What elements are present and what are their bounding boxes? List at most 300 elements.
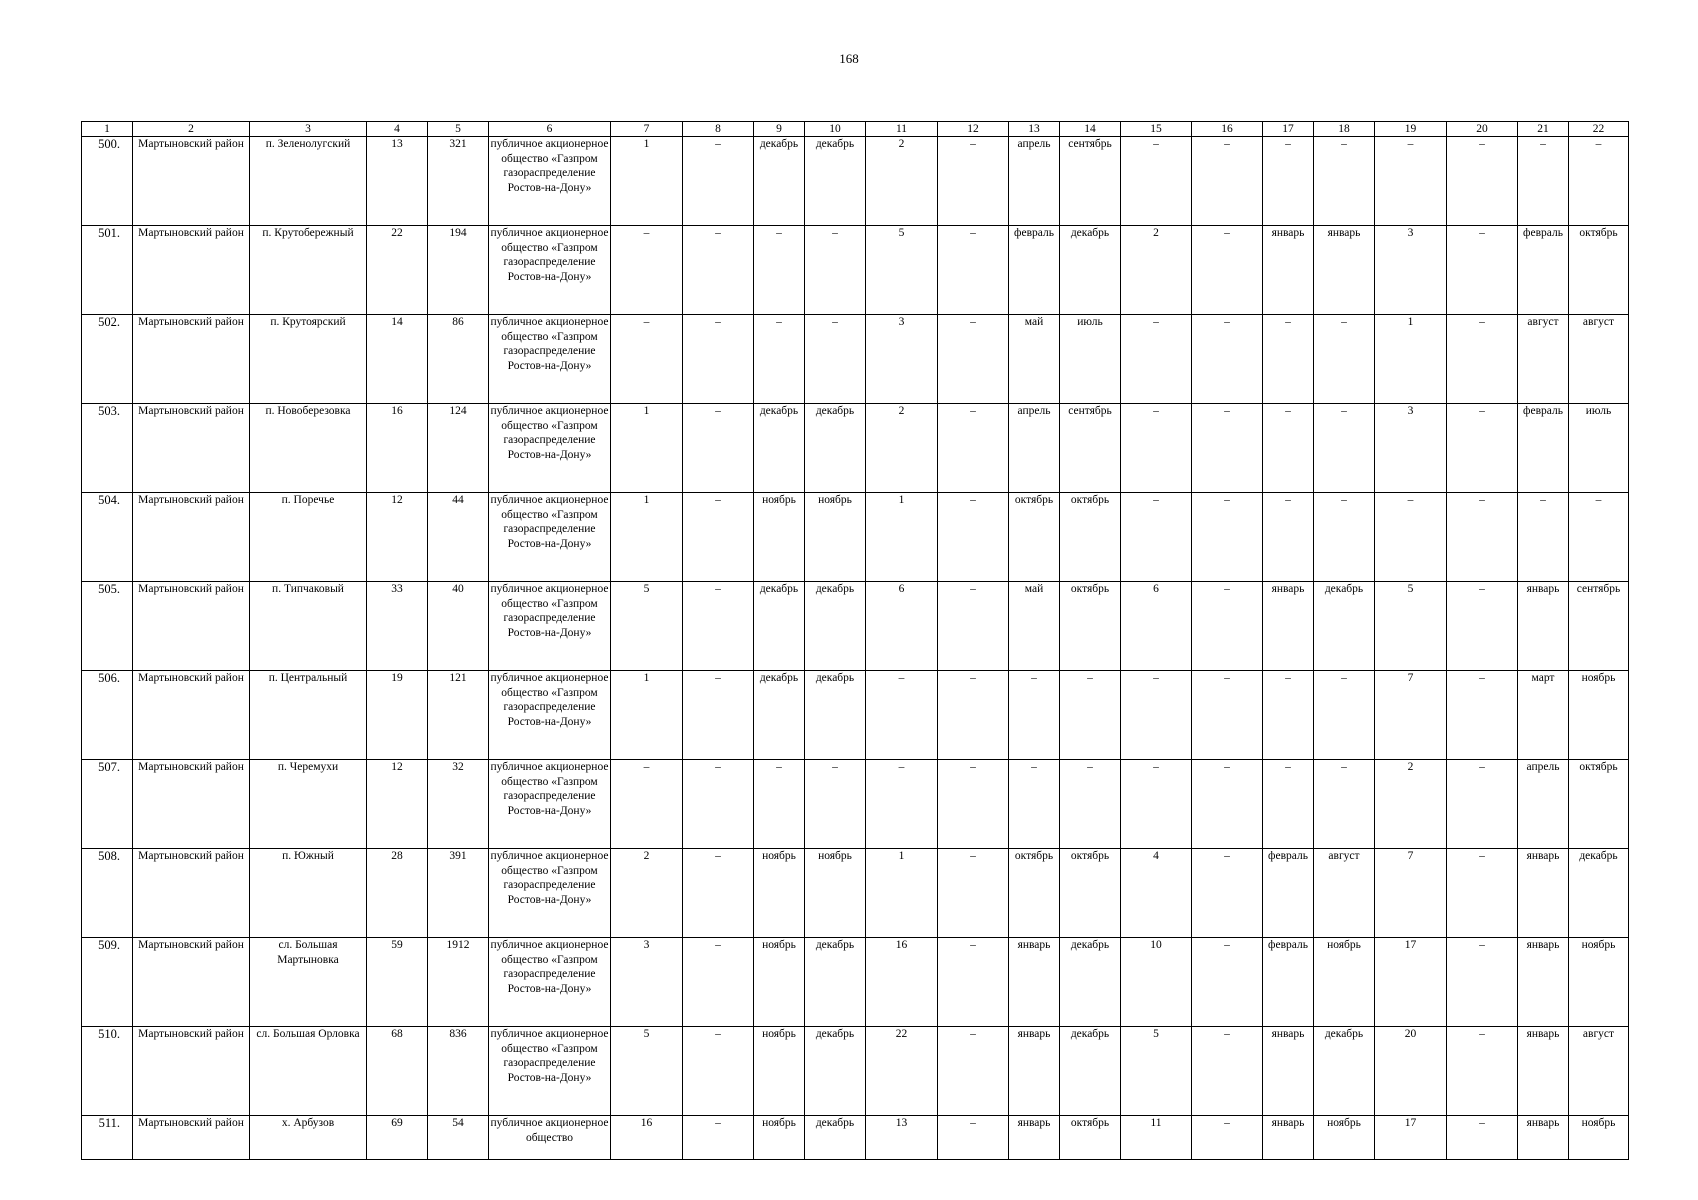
col8-cell: – — [683, 226, 754, 315]
col14-cell: декабрь — [1060, 938, 1121, 1027]
col10-cell: декабрь — [805, 582, 866, 671]
col15-cell: – — [1121, 760, 1192, 849]
col21-cell: апрель — [1518, 760, 1569, 849]
district-cell: Мартыновский район — [133, 760, 250, 849]
column-header-11: 11 — [866, 122, 938, 137]
settlement-cell: п. Крутобережный — [250, 226, 367, 315]
district-cell: Мартыновский район — [133, 493, 250, 582]
table-row — [82, 493, 1629, 582]
table-row — [82, 671, 1629, 760]
column-header-7: 7 — [611, 122, 683, 137]
col7-cell: 1 — [611, 671, 683, 760]
organization-cell: публичное акционерное общество «Газпром газораспределение Ростов-на-Дону» — [489, 226, 611, 315]
col7-cell: – — [611, 315, 683, 404]
table-row — [82, 849, 1629, 938]
table-row — [82, 1116, 1629, 1160]
table-row — [82, 137, 1629, 226]
col22-cell: июль — [1569, 404, 1629, 493]
col5-cell: 836 — [428, 1027, 489, 1116]
col8-cell: – — [683, 315, 754, 404]
col9-cell: ноябрь — [754, 1027, 805, 1116]
col19-cell: 3 — [1375, 404, 1447, 493]
col8-cell: – — [683, 404, 754, 493]
col11-cell: 6 — [866, 582, 938, 671]
col16-cell: – — [1192, 582, 1263, 671]
column-header-10: 10 — [805, 122, 866, 137]
col5-cell: 44 — [428, 493, 489, 582]
col11-cell: 5 — [866, 226, 938, 315]
col5-cell: 54 — [428, 1116, 489, 1160]
col17-cell: январь — [1263, 1027, 1314, 1116]
settlement-cell: х. Арбузов — [250, 1116, 367, 1160]
col20-cell: – — [1447, 1027, 1518, 1116]
col17-cell: – — [1263, 315, 1314, 404]
district-cell: Мартыновский район — [133, 582, 250, 671]
column-header-17: 17 — [1263, 122, 1314, 137]
col4-cell: 12 — [367, 760, 428, 849]
district-cell: Мартыновский район — [133, 671, 250, 760]
col9-cell: ноябрь — [754, 493, 805, 582]
col9-cell: – — [754, 315, 805, 404]
col20-cell: – — [1447, 226, 1518, 315]
col13-cell: май — [1009, 582, 1060, 671]
column-header-22: 22 — [1569, 122, 1629, 137]
col15-cell: – — [1121, 137, 1192, 226]
row-number: 502. — [82, 315, 133, 404]
organization-cell: публичное акционерное общество «Газпром газораспределение Ростов-на-Дону» — [489, 315, 611, 404]
col13-cell: – — [1009, 760, 1060, 849]
col12-cell: – — [938, 226, 1009, 315]
col18-cell: – — [1314, 493, 1375, 582]
col5-cell: 86 — [428, 315, 489, 404]
col8-cell: – — [683, 493, 754, 582]
col4-cell: 16 — [367, 404, 428, 493]
col12-cell: – — [938, 1027, 1009, 1116]
col21-cell: – — [1518, 137, 1569, 226]
col19-cell: 20 — [1375, 1027, 1447, 1116]
col19-cell: 17 — [1375, 1116, 1447, 1160]
col15-cell: – — [1121, 671, 1192, 760]
col21-cell: январь — [1518, 1027, 1569, 1116]
col18-cell: декабрь — [1314, 582, 1375, 671]
col19-cell: 7 — [1375, 671, 1447, 760]
col11-cell: 3 — [866, 315, 938, 404]
column-header-12: 12 — [938, 122, 1009, 137]
column-header-8: 8 — [683, 122, 754, 137]
col4-cell: 12 — [367, 493, 428, 582]
col14-cell: – — [1060, 760, 1121, 849]
col22-cell: сентябрь — [1569, 582, 1629, 671]
col22-cell: ноябрь — [1569, 938, 1629, 1027]
col12-cell: – — [938, 315, 1009, 404]
col10-cell: – — [805, 226, 866, 315]
col12-cell: – — [938, 1116, 1009, 1160]
district-cell: Мартыновский район — [133, 849, 250, 938]
col8-cell: – — [683, 582, 754, 671]
col20-cell: – — [1447, 760, 1518, 849]
col4-cell: 59 — [367, 938, 428, 1027]
col20-cell: – — [1447, 493, 1518, 582]
col16-cell: – — [1192, 849, 1263, 938]
table-row — [82, 404, 1629, 493]
col8-cell: – — [683, 1027, 754, 1116]
row-number: 505. — [82, 582, 133, 671]
col13-cell: апрель — [1009, 404, 1060, 493]
col7-cell: 16 — [611, 1116, 683, 1160]
col17-cell: – — [1263, 137, 1314, 226]
col7-cell: 1 — [611, 404, 683, 493]
col10-cell: декабрь — [805, 404, 866, 493]
col17-cell: февраль — [1263, 849, 1314, 938]
col17-cell: январь — [1263, 226, 1314, 315]
district-cell: Мартыновский район — [133, 938, 250, 1027]
col13-cell: январь — [1009, 938, 1060, 1027]
col7-cell: – — [611, 226, 683, 315]
col21-cell: январь — [1518, 1116, 1569, 1160]
col20-cell: – — [1447, 582, 1518, 671]
col16-cell: – — [1192, 226, 1263, 315]
col21-cell: январь — [1518, 938, 1569, 1027]
col10-cell: ноябрь — [805, 493, 866, 582]
district-cell: Мартыновский район — [133, 1116, 250, 1160]
settlement-cell: сл. Большая Мартыновка — [250, 938, 367, 1027]
col18-cell: – — [1314, 760, 1375, 849]
table-row — [82, 315, 1629, 404]
col18-cell: – — [1314, 137, 1375, 226]
col16-cell: – — [1192, 493, 1263, 582]
district-cell: Мартыновский район — [133, 404, 250, 493]
col19-cell: 2 — [1375, 760, 1447, 849]
col5-cell: 40 — [428, 582, 489, 671]
col17-cell: – — [1263, 671, 1314, 760]
col4-cell: 22 — [367, 226, 428, 315]
settlement-cell: п. Черемухи — [250, 760, 367, 849]
col4-cell: 14 — [367, 315, 428, 404]
col18-cell: – — [1314, 671, 1375, 760]
col7-cell: 2 — [611, 849, 683, 938]
col7-cell: 5 — [611, 1027, 683, 1116]
column-header-4: 4 — [367, 122, 428, 137]
col14-cell: – — [1060, 671, 1121, 760]
settlement-cell: п. Крутоярский — [250, 315, 367, 404]
col20-cell: – — [1447, 849, 1518, 938]
organization-cell: публичное акционерное общество — [489, 1116, 611, 1160]
row-number: 501. — [82, 226, 133, 315]
col18-cell: ноябрь — [1314, 938, 1375, 1027]
col8-cell: – — [683, 671, 754, 760]
col8-cell: – — [683, 137, 754, 226]
col13-cell: – — [1009, 671, 1060, 760]
col10-cell: декабрь — [805, 1027, 866, 1116]
col18-cell: август — [1314, 849, 1375, 938]
col10-cell: ноябрь — [805, 849, 866, 938]
col17-cell: январь — [1263, 582, 1314, 671]
col22-cell: – — [1569, 493, 1629, 582]
col18-cell: декабрь — [1314, 1027, 1375, 1116]
organization-cell: публичное акционерное общество «Газпром газораспределение Ростов-на-Дону» — [489, 582, 611, 671]
col16-cell: – — [1192, 760, 1263, 849]
col15-cell: – — [1121, 493, 1192, 582]
row-number: 506. — [82, 671, 133, 760]
col22-cell: октябрь — [1569, 226, 1629, 315]
col16-cell: – — [1192, 1116, 1263, 1160]
col14-cell: октябрь — [1060, 582, 1121, 671]
table-body — [82, 122, 1629, 1160]
settlement-cell: п. Типчаковый — [250, 582, 367, 671]
col13-cell: май — [1009, 315, 1060, 404]
col12-cell: – — [938, 849, 1009, 938]
col7-cell: 5 — [611, 582, 683, 671]
page-number: 168 — [839, 51, 859, 66]
col12-cell: – — [938, 760, 1009, 849]
col8-cell: – — [683, 760, 754, 849]
row-number: 509. — [82, 938, 133, 1027]
settlement-cell: п. Центральный — [250, 671, 367, 760]
col17-cell: – — [1263, 760, 1314, 849]
settlement-cell: сл. Большая Орловка — [250, 1027, 367, 1116]
col15-cell: 5 — [1121, 1027, 1192, 1116]
col20-cell: – — [1447, 938, 1518, 1027]
col10-cell: декабрь — [805, 137, 866, 226]
col21-cell: август — [1518, 315, 1569, 404]
row-number: 503. — [82, 404, 133, 493]
col19-cell: – — [1375, 137, 1447, 226]
organization-cell: публичное акционерное общество «Газпром газораспределение Ростов-на-Дону» — [489, 137, 611, 226]
col10-cell: – — [805, 760, 866, 849]
col4-cell: 68 — [367, 1027, 428, 1116]
col22-cell: август — [1569, 1027, 1629, 1116]
col11-cell: – — [866, 760, 938, 849]
organization-cell: публичное акционерное общество «Газпром газораспределение Ростов-на-Дону» — [489, 849, 611, 938]
col15-cell: 4 — [1121, 849, 1192, 938]
col13-cell: январь — [1009, 1116, 1060, 1160]
col8-cell: – — [683, 938, 754, 1027]
col17-cell: – — [1263, 404, 1314, 493]
col7-cell: 1 — [611, 137, 683, 226]
settlement-cell: п. Новоберезовка — [250, 404, 367, 493]
col19-cell: 3 — [1375, 226, 1447, 315]
col13-cell: октябрь — [1009, 493, 1060, 582]
organization-cell: публичное акционерное общество «Газпром газораспределение Ростов-на-Дону» — [489, 493, 611, 582]
col7-cell: – — [611, 760, 683, 849]
col14-cell: декабрь — [1060, 226, 1121, 315]
col5-cell: 32 — [428, 760, 489, 849]
col21-cell: – — [1518, 493, 1569, 582]
col11-cell: 1 — [866, 849, 938, 938]
col13-cell: январь — [1009, 1027, 1060, 1116]
col18-cell: – — [1314, 315, 1375, 404]
col4-cell: 69 — [367, 1116, 428, 1160]
col20-cell: – — [1447, 137, 1518, 226]
row-number: 507. — [82, 760, 133, 849]
organization-cell: публичное акционерное общество «Газпром газораспределение Ростов-на-Дону» — [489, 760, 611, 849]
col11-cell: 16 — [866, 938, 938, 1027]
col17-cell: – — [1263, 493, 1314, 582]
col11-cell: 2 — [866, 137, 938, 226]
column-header-14: 14 — [1060, 122, 1121, 137]
col8-cell: – — [683, 1116, 754, 1160]
col22-cell: август — [1569, 315, 1629, 404]
district-cell: Мартыновский район — [133, 315, 250, 404]
col20-cell: – — [1447, 671, 1518, 760]
district-cell: Мартыновский район — [133, 226, 250, 315]
col10-cell: декабрь — [805, 671, 866, 760]
column-header-2: 2 — [133, 122, 250, 137]
table-row — [82, 1027, 1629, 1116]
col9-cell: – — [754, 760, 805, 849]
settlement-cell: п. Поречье — [250, 493, 367, 582]
col18-cell: – — [1314, 404, 1375, 493]
col19-cell: 7 — [1375, 849, 1447, 938]
col5-cell: 124 — [428, 404, 489, 493]
col5-cell: 121 — [428, 671, 489, 760]
col5-cell: 194 — [428, 226, 489, 315]
col15-cell: – — [1121, 315, 1192, 404]
organization-cell: публичное акционерное общество «Газпром газораспределение Ростов-на-Дону» — [489, 671, 611, 760]
col22-cell: ноябрь — [1569, 1116, 1629, 1160]
organization-cell: публичное акционерное общество «Газпром газораспределение Ростов-на-Дону» — [489, 404, 611, 493]
col16-cell: – — [1192, 938, 1263, 1027]
col19-cell: – — [1375, 493, 1447, 582]
col8-cell: – — [683, 849, 754, 938]
col20-cell: – — [1447, 315, 1518, 404]
col7-cell: 1 — [611, 493, 683, 582]
col11-cell: 22 — [866, 1027, 938, 1116]
col10-cell: декабрь — [805, 1116, 866, 1160]
table-row — [82, 938, 1629, 1027]
col7-cell: 3 — [611, 938, 683, 1027]
col22-cell: декабрь — [1569, 849, 1629, 938]
table-row — [82, 226, 1629, 315]
col14-cell: октябрь — [1060, 849, 1121, 938]
col12-cell: – — [938, 671, 1009, 760]
col10-cell: – — [805, 315, 866, 404]
col10-cell: декабрь — [805, 938, 866, 1027]
col19-cell: 1 — [1375, 315, 1447, 404]
col11-cell: 2 — [866, 404, 938, 493]
col19-cell: 5 — [1375, 582, 1447, 671]
col21-cell: январь — [1518, 582, 1569, 671]
organization-cell: публичное акционерное общество «Газпром газораспределение Ростов-на-Дону» — [489, 938, 611, 1027]
col17-cell: январь — [1263, 1116, 1314, 1160]
col20-cell: – — [1447, 404, 1518, 493]
column-header-18: 18 — [1314, 122, 1375, 137]
row-number: 511. — [82, 1116, 133, 1160]
col15-cell: 11 — [1121, 1116, 1192, 1160]
col18-cell: январь — [1314, 226, 1375, 315]
col9-cell: декабрь — [754, 582, 805, 671]
col12-cell: – — [938, 404, 1009, 493]
col9-cell: декабрь — [754, 404, 805, 493]
col9-cell: ноябрь — [754, 849, 805, 938]
column-number-header — [82, 122, 1629, 137]
col11-cell: 1 — [866, 493, 938, 582]
col5-cell: 391 — [428, 849, 489, 938]
data-table — [81, 121, 1629, 1160]
col22-cell: – — [1569, 137, 1629, 226]
col9-cell: ноябрь — [754, 1116, 805, 1160]
col14-cell: октябрь — [1060, 1116, 1121, 1160]
column-header-20: 20 — [1447, 122, 1518, 137]
col16-cell: – — [1192, 137, 1263, 226]
col16-cell: – — [1192, 671, 1263, 760]
col22-cell: ноябрь — [1569, 671, 1629, 760]
row-number: 510. — [82, 1027, 133, 1116]
col13-cell: февраль — [1009, 226, 1060, 315]
col14-cell: декабрь — [1060, 1027, 1121, 1116]
col11-cell: – — [866, 671, 938, 760]
col16-cell: – — [1192, 1027, 1263, 1116]
column-header-6: 6 — [489, 122, 611, 137]
col12-cell: – — [938, 493, 1009, 582]
col21-cell: февраль — [1518, 226, 1569, 315]
column-header-15: 15 — [1121, 122, 1192, 137]
settlement-cell: п. Южный — [250, 849, 367, 938]
col12-cell: – — [938, 938, 1009, 1027]
col4-cell: 28 — [367, 849, 428, 938]
col9-cell: ноябрь — [754, 938, 805, 1027]
row-number: 504. — [82, 493, 133, 582]
col15-cell: 10 — [1121, 938, 1192, 1027]
col15-cell: 2 — [1121, 226, 1192, 315]
row-number: 508. — [82, 849, 133, 938]
col13-cell: апрель — [1009, 137, 1060, 226]
col5-cell: 321 — [428, 137, 489, 226]
column-header-13: 13 — [1009, 122, 1060, 137]
column-header-3: 3 — [250, 122, 367, 137]
organization-cell: публичное акционерное общество «Газпром газораспределение Ростов-на-Дону» — [489, 1027, 611, 1116]
settlement-cell: п. Зеленолугский — [250, 137, 367, 226]
col5-cell: 1912 — [428, 938, 489, 1027]
col4-cell: 33 — [367, 582, 428, 671]
col9-cell: декабрь — [754, 137, 805, 226]
column-header-5: 5 — [428, 122, 489, 137]
col20-cell: – — [1447, 1116, 1518, 1160]
col12-cell: – — [938, 137, 1009, 226]
table-row — [82, 760, 1629, 849]
col14-cell: октябрь — [1060, 493, 1121, 582]
col21-cell: март — [1518, 671, 1569, 760]
district-cell: Мартыновский район — [133, 137, 250, 226]
col4-cell: 13 — [367, 137, 428, 226]
col21-cell: январь — [1518, 849, 1569, 938]
row-number: 500. — [82, 137, 133, 226]
col4-cell: 19 — [367, 671, 428, 760]
column-header-9: 9 — [754, 122, 805, 137]
col14-cell: сентябрь — [1060, 404, 1121, 493]
district-cell: Мартыновский район — [133, 1027, 250, 1116]
column-header-1: 1 — [82, 122, 133, 137]
col9-cell: – — [754, 226, 805, 315]
col11-cell: 13 — [866, 1116, 938, 1160]
col9-cell: декабрь — [754, 671, 805, 760]
col13-cell: октябрь — [1009, 849, 1060, 938]
col21-cell: февраль — [1518, 404, 1569, 493]
col22-cell: октябрь — [1569, 760, 1629, 849]
col14-cell: сентябрь — [1060, 137, 1121, 226]
column-header-16: 16 — [1192, 122, 1263, 137]
column-header-21: 21 — [1518, 122, 1569, 137]
table-row — [82, 582, 1629, 671]
col14-cell: июль — [1060, 315, 1121, 404]
col15-cell: – — [1121, 404, 1192, 493]
col17-cell: февраль — [1263, 938, 1314, 1027]
col15-cell: 6 — [1121, 582, 1192, 671]
col19-cell: 17 — [1375, 938, 1447, 1027]
col12-cell: – — [938, 582, 1009, 671]
col16-cell: – — [1192, 315, 1263, 404]
col18-cell: ноябрь — [1314, 1116, 1375, 1160]
